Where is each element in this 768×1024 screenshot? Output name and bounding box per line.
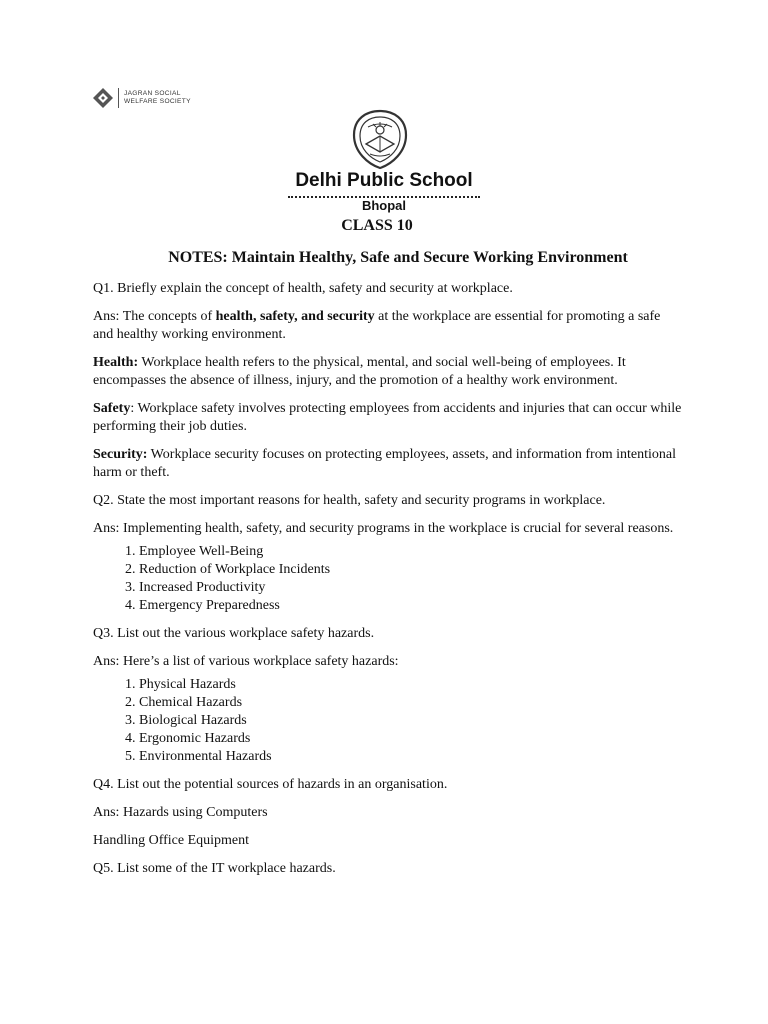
notes-heading: NOTES: Maintain Healthy, Safe and Secure Working Environment xyxy=(168,249,628,266)
q4-answer-line2: Handling Office Equipment xyxy=(93,833,250,848)
list-item: 3. Biological Hazards xyxy=(139,712,683,730)
q3-hazards-list xyxy=(93,676,683,766)
list-item: 2. Chemical Hazards xyxy=(139,694,683,712)
diamond-logo-icon xyxy=(92,87,114,109)
q2-reasons-list xyxy=(93,543,683,615)
security-label: Security: xyxy=(93,447,148,462)
q1-answer-bold: health, safety, and security xyxy=(215,309,375,324)
q1-answer-prefix: Ans: The concepts of xyxy=(93,309,216,324)
q3-answer: Ans: Here’s a list of various workplace safety hazards: xyxy=(93,654,399,669)
class-heading: CLASS 10 xyxy=(341,217,413,234)
health-text: Workplace health refers to the physical, mental, and social well-being of employees. It encompasses the absence of illness, injury, and the promotion of a healthy work environment. xyxy=(93,355,626,388)
school-name: Delhi Public School xyxy=(295,170,473,191)
security-paragraph xyxy=(93,446,683,482)
q1-answer-suffix: at the workplace are essential for promoting a safe and healthy working environment. xyxy=(93,309,661,342)
list-item: 3. Increased Productivity xyxy=(139,579,683,597)
health-paragraph xyxy=(93,354,683,390)
school-logo xyxy=(286,108,482,212)
q1-question: Q1. Briefly explain the concept of health, safety and security at workplace. xyxy=(93,281,513,296)
safety-text: : Workplace safety involves protecting employees from accidents and injuries that can occur while performing their job duties. xyxy=(93,401,682,434)
logo-divider xyxy=(118,88,119,108)
school-crest-icon xyxy=(348,108,412,170)
society-logo xyxy=(92,86,191,110)
list-item: 2. Reduction of Workplace Incidents xyxy=(139,561,683,579)
q4-answer: Ans: Hazards using Computers xyxy=(93,805,268,820)
society-name xyxy=(124,90,191,106)
list-item: 4. Ergonomic Hazards xyxy=(139,730,683,748)
safety-paragraph xyxy=(93,400,683,436)
list-item: 5. Environmental Hazards xyxy=(139,748,683,766)
q1-answer xyxy=(93,308,683,344)
list-item: 1. Physical Hazards xyxy=(139,676,683,694)
q2-answer: Ans: Implementing health, safety, and security programs in the workplace is crucial for several reasons. xyxy=(93,521,674,536)
society-name-line1: JAGRAN SOCIAL xyxy=(124,90,181,97)
notes-content xyxy=(93,280,683,888)
list-item: 1. Employee Well-Being xyxy=(139,543,683,561)
q3-question: Q3. List out the various workplace safety hazards. xyxy=(93,626,375,641)
society-name-line2: WELFARE SOCIETY xyxy=(124,98,191,105)
q2-question: Q2. State the most important reasons for health, safety and security programs in workplace. xyxy=(93,493,606,508)
health-label: Health: xyxy=(93,355,139,370)
q4-question: Q4. List out the potential sources of hazards in an organisation. xyxy=(93,777,448,792)
school-city: Bhopal xyxy=(361,198,407,213)
list-item: 4. Emergency Preparedness xyxy=(139,597,683,615)
security-text: Workplace security focuses on protecting employees, assets, and information from intentional harm or theft. xyxy=(93,447,676,480)
q5-question: Q5. List some of the IT workplace hazards. xyxy=(93,861,336,876)
safety-label: Safety xyxy=(93,401,131,416)
